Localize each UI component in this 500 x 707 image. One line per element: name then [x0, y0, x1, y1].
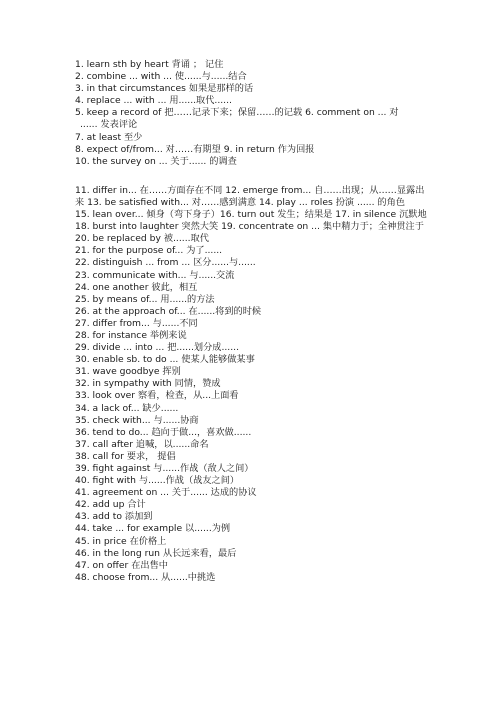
list-item: 2. combine ... with ... 使......与......结合 — [75, 71, 247, 83]
list-item: 24. one another 彼此，相互 — [75, 281, 198, 293]
phrase-list — [75, 59, 431, 584]
list-item: 41. agreement on ... 关于...... 达成的协议 — [75, 487, 257, 499]
list-item: 7. at least 至少 — [75, 131, 143, 143]
list-item: 44. take ... for example 以......为例 — [75, 523, 231, 535]
list-item: 22. distinguish ... from ... 区分......与...... — [75, 257, 256, 269]
list-item: 28. for instance 举例来说 — [75, 329, 187, 341]
list-item-continuation: ...... 发表评论 — [80, 119, 138, 131]
list-paragraph: 15. lean over... 倾身（弯下身子）16. turn out 发生；结果是 17. in silence 沉默地 18. burst into laughter 突然大笑 19. concentrate on ... 集中精力于；全神贯注于 20. be replaced by 被......取代 — [75, 209, 427, 245]
list-item: 27. differ from... 与......不同 — [75, 317, 198, 329]
list-item: 45. in price 在价格上 — [75, 535, 167, 547]
list-item: 10. the survey on ... 关于...... 的调查 — [75, 155, 237, 167]
list-item: 26. at the approach of... 在......将到的时候 — [75, 305, 262, 317]
list-item: 5. keep a record of 把……记录下来；保留……的记载 6. comment on ... 对 — [75, 107, 399, 119]
list-item: 40. fight with 与......作战（战友之间） — [75, 475, 240, 487]
list-item: 23. communicate with... 与......交流 — [75, 269, 235, 281]
list-paragraph: 11. differ in... 在……方面存在不同 12. emerge from... 自……出现；从……显露出来 13. be satisfied with... 对……感到满意 14. play ... roles 扮演 ...... 的角色 — [75, 184, 425, 208]
list-item: 43. add to 添加到 — [75, 511, 153, 523]
list-item: 48. choose from... 从......中挑选 — [75, 571, 216, 583]
section-gap — [75, 168, 431, 185]
list-item: 4. replace ... with ... 用......取代...... — [75, 95, 232, 107]
list-item: 25. by means of... 用......的方法 — [75, 293, 215, 305]
list-item: 31. wave goodbye 挥别 — [75, 366, 181, 378]
list-item: 33. look over 察看，检查，从...上面看 — [75, 390, 239, 402]
list-item: 30. enable sb. to do ... 使某人能够做某事 — [75, 354, 255, 366]
list-item: 1. learn sth by heart 背诵 ； 记住 — [75, 59, 224, 70]
list-item: 36. tend to do... 趋向于做...，喜欢做...... — [75, 426, 252, 438]
list-item: 39. fight against 与......作战（敌人之间） — [75, 463, 254, 474]
list-item: 8. expect of/from... 对……有期望 9. in return 作为回报 — [75, 143, 315, 155]
list-item: 34. a lack of... 缺少...... — [75, 402, 179, 414]
list-item: 42. add up 合计 — [75, 499, 146, 511]
list-item: 32. in sympathy with 同情，赞成 — [75, 378, 221, 390]
list-item: 21. for the purpose of... 为了...... — [75, 245, 223, 257]
list-item: 3. in that circumstances 如果是那样的话 — [75, 83, 254, 95]
list-item: 37. call after 追喊，以......命名 — [75, 438, 209, 450]
list-item: 29. divide ... into ... 把......划分成...... — [75, 342, 239, 354]
list-item: 46. in the long run 从长远来看，最后 — [75, 547, 237, 559]
list-item: 38. call for 要求， 提倡 — [75, 450, 176, 462]
list-item: 47. on offer 在出售中 — [75, 559, 168, 571]
list-item: 35. check with... 与......协商 — [75, 414, 199, 426]
